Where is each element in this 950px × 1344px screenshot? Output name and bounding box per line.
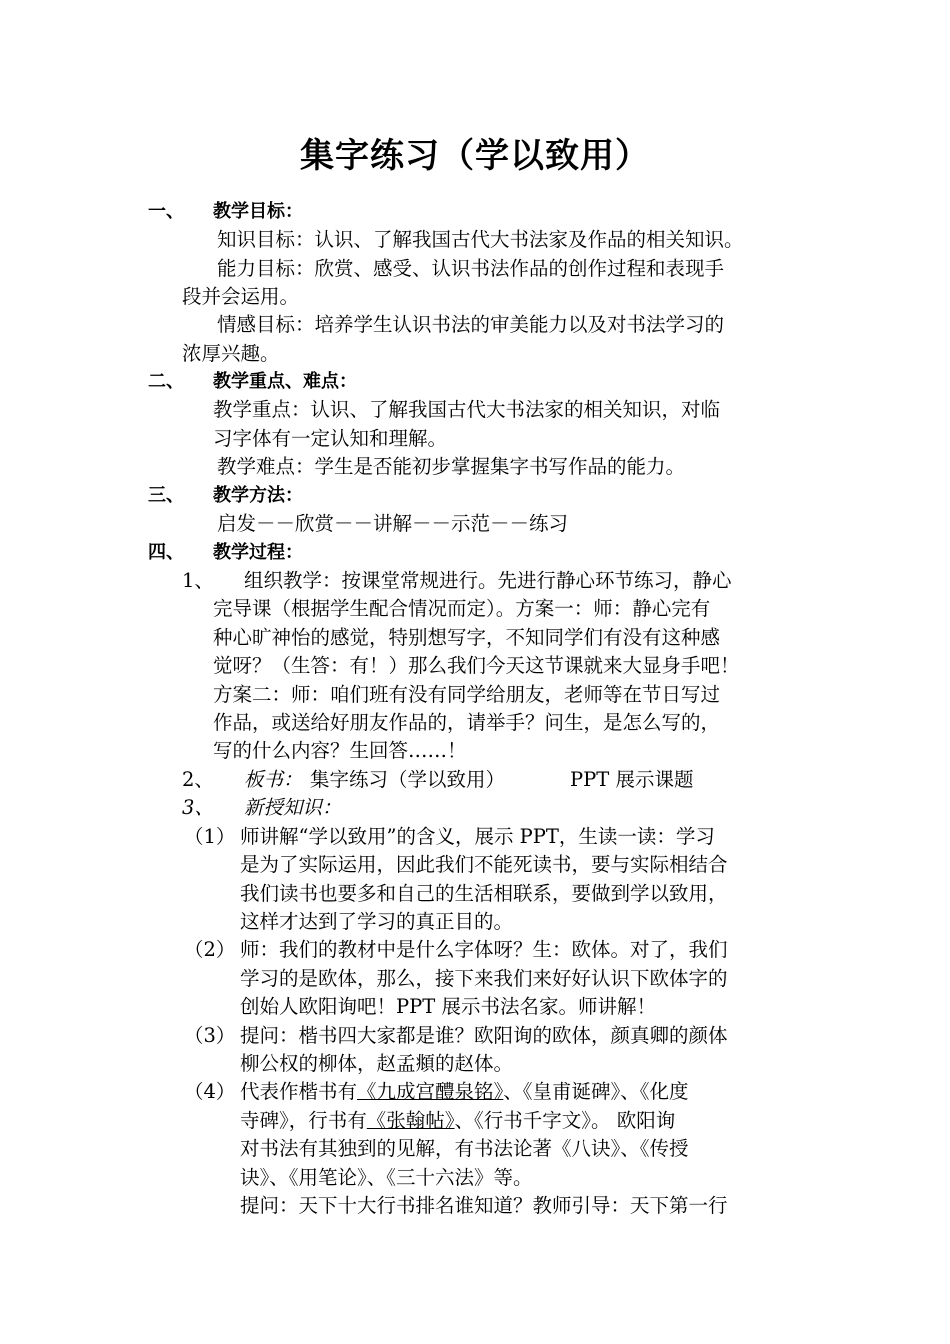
text-line: 教学难点：学生是否能初步掌握集字书写作品的能力。 bbox=[217, 455, 686, 478]
text-line: 觉呀？（生答：有！）那么我们今天这节课就来大显身手吧！ bbox=[213, 654, 740, 677]
ppt-note: PPT 展示课题 bbox=[570, 768, 694, 791]
text-line: 师讲解“学以致用”的含义，展示 PPT，生读一读：学习 bbox=[240, 825, 715, 848]
text-line: 柳公权的柳体，赵孟頫的赵体。 bbox=[240, 1052, 514, 1075]
item-number: 1、 bbox=[182, 569, 214, 592]
sub-item-number: （4） bbox=[184, 1080, 236, 1103]
text-line: 情感目标：培养学生认识书法的审美能力以及对书法学习的 bbox=[217, 313, 725, 336]
text-line: 启发－－欣赏－－讲解－－示范－－练习 bbox=[217, 512, 569, 535]
text-segment: 、《行书千字文》。 欧阳询 bbox=[454, 1109, 676, 1132]
page-title: 集字练习（学以致用） bbox=[300, 136, 650, 176]
text-line: 完导课（根据学生配合情况而定）。方案一：师：静心完有 bbox=[213, 597, 711, 620]
section-1-number: 一、 bbox=[148, 201, 184, 222]
section-2-heading: 教学重点、难点： bbox=[213, 371, 357, 392]
text-line: 作品，或送给好朋友作品的，请举手？问生，是怎么写的， bbox=[213, 711, 721, 734]
text-line: 教学重点：认识、了解我国古代大书法家的相关知识，对临 bbox=[213, 398, 721, 421]
underlined-title: 《张翰帖》 bbox=[366, 1109, 455, 1132]
section-4-heading: 教学过程： bbox=[213, 542, 303, 563]
text-line: 种心旷神怡的感觉，特别想写字，不知同学们有没有这种感 bbox=[213, 626, 721, 649]
text-line: 提问：天下十大行书排名谁知道？教师引导：天下第一行 bbox=[240, 1194, 728, 1217]
sub-item-number: （2） bbox=[184, 938, 236, 961]
text-line: 师：我们的教材中是什么字体呀？生：欧体。对了，我们 bbox=[240, 938, 728, 961]
text-line: 组织教学：按课堂常规进行。先进行静心环节练习，静心 bbox=[244, 569, 732, 592]
blackboard-text: 集字练习（学以致用） bbox=[310, 768, 506, 791]
text-line: 浓厚兴趣。 bbox=[182, 342, 280, 365]
text-line: 对书法有其独到的见解，有书法论著《八诀》、《传授 bbox=[240, 1137, 689, 1160]
section-3-number: 三、 bbox=[148, 485, 184, 506]
text-line bbox=[240, 1078, 689, 1106]
new-knowledge-label: 新授知识： bbox=[244, 796, 342, 819]
text-segment: 代表作楷书有 bbox=[240, 1080, 358, 1103]
text-line: 知识目标：认识、了解我国古代大书法家及作品的相关知识。 bbox=[217, 228, 744, 251]
underlined-title: 《九成宫醴泉铭》 bbox=[357, 1080, 504, 1103]
section-2-number: 二、 bbox=[148, 371, 184, 392]
text-line: 方案二：师：咱们班有没有同学给朋友，老师等在节日写过 bbox=[213, 683, 721, 706]
text-line: 能力目标：欣赏、感受、认识书法作品的创作过程和表现手 bbox=[217, 257, 725, 280]
text-line: 创始人欧阳询吧！PPT 展示书法名家。师讲解！ bbox=[240, 995, 656, 1018]
text-segment: 寺碑》，行书有 bbox=[240, 1109, 367, 1132]
text-segment: 、《皇甫诞碑》、《化度 bbox=[503, 1080, 689, 1103]
text-line: 学习的是欧体，那么，接下来我们来好好认识下欧体字的 bbox=[240, 967, 728, 990]
section-4-number: 四、 bbox=[148, 542, 184, 563]
text-line: 提问：楷书四大家都是谁？欧阳询的欧体，颜真卿的颜体 bbox=[240, 1024, 728, 1047]
text-line: 这样才达到了学习的真正目的。 bbox=[240, 910, 514, 933]
text-line: 是为了实际运用，因此我们不能死读书，要与实际相结合 bbox=[240, 853, 728, 876]
text-line: 段并会运用。 bbox=[182, 285, 300, 308]
text-line: 我们读书也要多和自己的生活相联系，要做到学以致用， bbox=[240, 882, 728, 905]
text-line: 写的什么内容？生回答……！ bbox=[213, 739, 467, 762]
sub-item-number: （1） bbox=[184, 825, 236, 848]
item-number: 3、 bbox=[182, 796, 214, 819]
sub-item-number: （3） bbox=[184, 1024, 236, 1047]
section-3-heading: 教学方法： bbox=[213, 485, 303, 506]
item-number: 2、 bbox=[182, 768, 214, 791]
text-line: 诀》、《用笔论》、《三十六法》等。 bbox=[240, 1166, 533, 1189]
text-line: 习字体有一定认知和理解。 bbox=[213, 427, 448, 450]
text-line bbox=[240, 1107, 675, 1135]
blackboard-label: 板书： bbox=[244, 768, 303, 791]
section-1-heading: 教学目标： bbox=[213, 201, 303, 222]
